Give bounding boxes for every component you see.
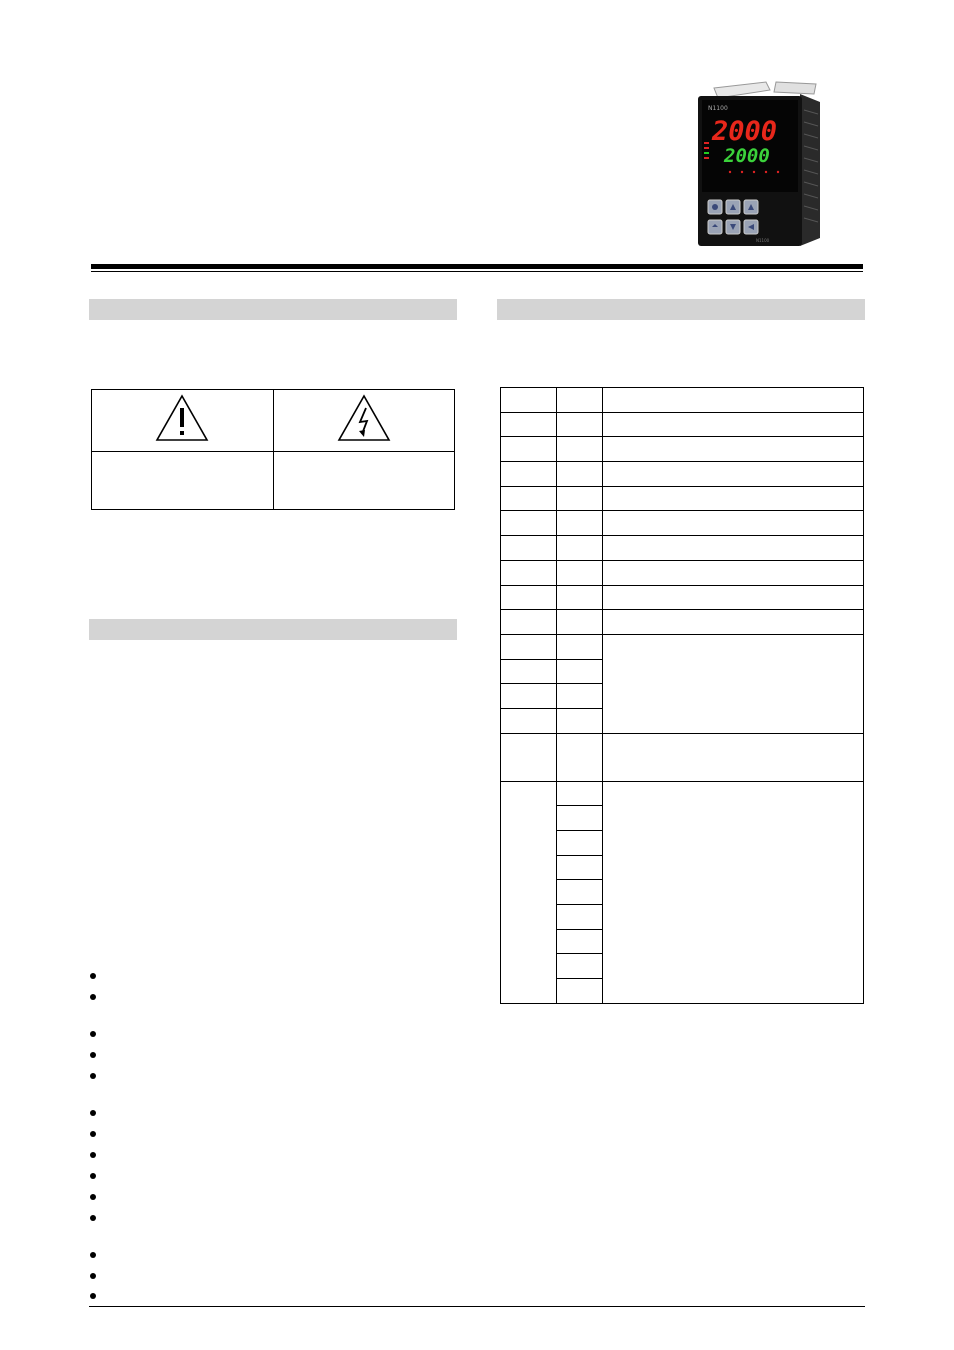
list-bullet (90, 1252, 96, 1258)
row-index-cell (501, 781, 557, 1003)
list-bullet (90, 1131, 96, 1137)
description-cell (603, 462, 864, 487)
safety-symbols-table (91, 389, 455, 510)
description-cell (603, 511, 864, 536)
list-bullet (90, 1215, 96, 1221)
list-bullet (90, 1173, 96, 1179)
list-bullet (90, 1152, 96, 1158)
list-bullet (90, 1073, 96, 1079)
device-display-top: 2000 (712, 116, 778, 147)
row-index-cell (501, 733, 557, 781)
caution-cell (92, 390, 274, 452)
device-display-bottom: 2000 (724, 145, 770, 167)
table-row (501, 437, 864, 462)
section-heading-bar (89, 299, 457, 320)
list-bullet (90, 973, 96, 979)
list-bullet (90, 1052, 96, 1058)
code-cell (557, 708, 603, 733)
code-cell (557, 905, 603, 930)
description-cell (603, 536, 864, 561)
row-index-cell (501, 634, 557, 659)
code-cell (557, 659, 603, 684)
header-cell (501, 388, 557, 413)
row-index-cell (501, 659, 557, 684)
code-cell (557, 585, 603, 610)
row-index-cell (501, 610, 557, 635)
controller-device-image (696, 80, 824, 246)
svg-text:N1100: N1100 (708, 105, 728, 112)
header-rule-thin (91, 271, 863, 272)
row-index-cell (501, 708, 557, 733)
description-cell (603, 437, 864, 462)
description-cell (603, 733, 864, 781)
header-cell (603, 388, 864, 413)
code-cell (557, 610, 603, 635)
code-cell (557, 806, 603, 831)
code-cell (557, 733, 603, 781)
table-row (501, 610, 864, 635)
table-row (501, 412, 864, 437)
table-row (501, 585, 864, 610)
row-index-cell (501, 486, 557, 511)
row-index-cell (501, 536, 557, 561)
code-cell (557, 462, 603, 487)
caution-text-cell (92, 452, 274, 510)
electric-shock-cell (273, 390, 455, 452)
description-cell (603, 781, 864, 1003)
list-bullet (90, 1273, 96, 1279)
table-row (501, 462, 864, 487)
row-index-cell (501, 684, 557, 709)
code-cell (557, 880, 603, 905)
description-cell (603, 585, 864, 610)
table-row (501, 536, 864, 561)
code-cell (557, 536, 603, 561)
table-row (501, 486, 864, 511)
row-index-cell (501, 462, 557, 487)
table-row (501, 733, 864, 781)
code-cell (557, 486, 603, 511)
svg-text:N1100: N1100 (756, 238, 770, 243)
header-rule (91, 264, 863, 269)
shock-text-cell (273, 452, 455, 510)
table-row (501, 781, 864, 806)
caution-triangle-icon (155, 394, 209, 442)
description-cell (603, 560, 864, 585)
row-index-cell (501, 560, 557, 585)
table-row (501, 560, 864, 585)
description-cell (603, 610, 864, 635)
description-cell (603, 634, 864, 733)
list-bullet (90, 994, 96, 1000)
code-cell (557, 831, 603, 856)
code-cell (557, 511, 603, 536)
header-cell (557, 388, 603, 413)
code-cell (557, 560, 603, 585)
code-cell (557, 855, 603, 880)
list-bullet (90, 1194, 96, 1200)
table-header-row (501, 388, 864, 413)
description-cell (603, 412, 864, 437)
code-cell (557, 634, 603, 659)
list-bullet (90, 1031, 96, 1037)
section-heading-bar (89, 619, 457, 640)
code-cell (557, 412, 603, 437)
code-cell (557, 929, 603, 954)
code-cell (557, 781, 603, 806)
description-cell (603, 486, 864, 511)
electric-shock-icon (337, 394, 391, 442)
code-cell (557, 954, 603, 979)
row-index-cell (501, 585, 557, 610)
section-heading-bar (497, 299, 865, 320)
novus-logo (90, 66, 270, 70)
footer-rule (89, 1306, 865, 1307)
list-bullet (90, 1110, 96, 1116)
code-cell (557, 979, 603, 1004)
table-row (501, 511, 864, 536)
list-bullet (90, 1293, 96, 1299)
row-index-cell (501, 437, 557, 462)
table-row (501, 634, 864, 659)
row-index-cell (501, 511, 557, 536)
code-cell (557, 437, 603, 462)
row-index-cell (501, 412, 557, 437)
code-cell (557, 684, 603, 709)
input-type-table (500, 387, 864, 1004)
